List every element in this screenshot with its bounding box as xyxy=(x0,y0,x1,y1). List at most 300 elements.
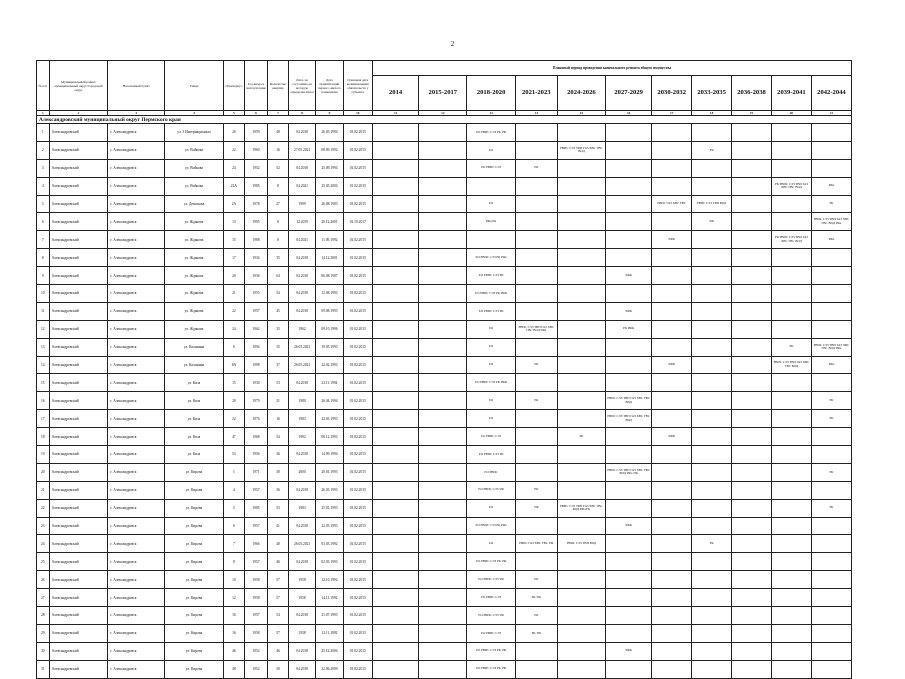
planned-date-cell: 01.02.2015 xyxy=(343,285,372,303)
settlement-cell: г. Александровск xyxy=(108,410,165,428)
municipality-cell: Александровский xyxy=(49,392,108,410)
repair-work-cell xyxy=(771,481,811,499)
repair-work-cell xyxy=(732,302,772,320)
house-cell: 4 xyxy=(223,481,244,499)
date-inspection-cell: 04.2018 xyxy=(288,249,315,267)
repair-work-cell xyxy=(811,267,851,285)
repair-work-cell xyxy=(467,231,515,249)
municipality-cell: Александровский xyxy=(49,481,108,499)
date-privatization-cell: 02.03.1993 xyxy=(316,553,343,571)
date-inspection-cell: 04.2018 xyxy=(288,553,315,571)
repair-work-cell: ЕО РВИС СЭЗ РК УФ xyxy=(467,660,515,678)
date-privatization-cell: 25.01.1993 xyxy=(316,499,343,517)
row-number: 30 xyxy=(37,642,50,660)
repair-work-cell: ЕО xyxy=(467,410,515,428)
house-cell: 17 xyxy=(223,249,244,267)
repair-work-cell xyxy=(372,356,418,374)
repair-work-cell xyxy=(419,177,467,195)
repair-work-cell: ЕО xyxy=(467,195,515,213)
year-built-cell: 1956 xyxy=(244,446,267,464)
repair-work-cell xyxy=(372,141,418,159)
repair-work-cell xyxy=(692,607,732,625)
repair-work-cell xyxy=(652,124,692,142)
row-number: 25 xyxy=(37,553,50,571)
house-cell: 48 xyxy=(223,660,244,678)
repair-work-cell xyxy=(771,642,811,660)
repair-work-cell: РВИС СЭЗ ТВП ГАЗ ХВС ГВС ВОД РФа xyxy=(811,213,851,231)
repair-work-cell xyxy=(515,374,557,392)
table-row xyxy=(37,463,852,481)
row-number: 15 xyxy=(37,374,50,392)
repair-work-cell xyxy=(811,589,851,607)
municipality-cell: Александровский xyxy=(49,338,108,356)
apartments-cell: 27 xyxy=(267,195,288,213)
table-row xyxy=(37,642,852,660)
repair-work-cell xyxy=(771,374,811,392)
row-number: 5 xyxy=(37,195,50,213)
repair-work-cell xyxy=(732,553,772,571)
street-cell: ул. Кирова xyxy=(165,589,224,607)
repair-work-cell xyxy=(606,499,652,517)
repair-work-cell xyxy=(557,607,605,625)
house-cell: 2А xyxy=(223,195,244,213)
repair-work-cell xyxy=(557,571,605,589)
repair-work-cell xyxy=(771,607,811,625)
repair-work-cell: РК УФ xyxy=(515,589,557,607)
repair-work-cell xyxy=(515,642,557,660)
repair-work-cell xyxy=(606,338,652,356)
planned-date-cell: 01.02.2015 xyxy=(343,267,372,285)
planned-date-cell: 01.02.2015 xyxy=(343,517,372,535)
row-number: 14 xyxy=(37,356,50,374)
repair-work-cell xyxy=(515,249,557,267)
repair-work-cell xyxy=(652,481,692,499)
table-body xyxy=(37,111,852,679)
repair-work-cell xyxy=(419,642,467,660)
date-privatization-cell: 25.05.2004 xyxy=(316,177,343,195)
year-built-cell: 1978 xyxy=(244,195,267,213)
repair-work-cell xyxy=(419,517,467,535)
table-row xyxy=(37,481,852,499)
house-cell: 6 xyxy=(223,517,244,535)
settlement-cell: г. Александровск xyxy=(108,660,165,678)
date-inspection-cell: 1962 xyxy=(288,320,315,338)
apartments-cell: 48 xyxy=(267,124,288,142)
house-cell: 26 xyxy=(223,124,244,142)
repair-work-cell xyxy=(771,589,811,607)
repair-work-cell xyxy=(692,428,732,446)
repair-work-cell xyxy=(557,481,605,499)
repair-work-cell xyxy=(419,159,467,177)
repair-work-cell: РВИС СЭЗ ТВП ГАЗ ХВС ГВС ВОД РФа РК xyxy=(557,499,605,517)
street-cell: ул. Жданова xyxy=(165,267,224,285)
street-cell: ул. Киза xyxy=(165,392,224,410)
date-inspection-cell: 04.2021 xyxy=(288,231,315,249)
apartments-cell: 46 xyxy=(267,642,288,660)
repair-work-cell: РФК xyxy=(652,356,692,374)
repair-work-cell xyxy=(771,499,811,517)
row-number: 27 xyxy=(37,589,50,607)
column-index-cell: 14 xyxy=(515,111,557,116)
repair-work-cell xyxy=(557,195,605,213)
repair-work-cell: ЕО xyxy=(467,141,515,159)
apartments-cell: 53 xyxy=(267,374,288,392)
row-number: 9 xyxy=(37,267,50,285)
repair-work-cell: РФа xyxy=(811,356,851,374)
repair-work-cell xyxy=(557,231,605,249)
repair-work-cell xyxy=(652,302,692,320)
repair-work-cell xyxy=(692,249,732,267)
table-row xyxy=(37,356,852,374)
repair-work-cell xyxy=(811,285,851,303)
column-index-cell: 10 xyxy=(343,111,372,116)
date-privatization-cell: 25.09.1994 xyxy=(316,159,343,177)
settlement-cell: г. Александровск xyxy=(108,535,165,553)
repair-work-cell xyxy=(811,535,851,553)
repair-work-cell xyxy=(557,249,605,267)
repair-work-cell xyxy=(771,446,811,464)
page-number: 2 xyxy=(450,40,455,48)
municipality-cell: Александровский xyxy=(49,356,108,374)
repair-work-cell xyxy=(771,320,811,338)
date-inspection-cell: 27.05.2021 xyxy=(288,141,315,159)
region-row xyxy=(37,116,852,124)
repair-work-cell xyxy=(652,607,692,625)
repair-work-cell xyxy=(372,535,418,553)
column-index-cell: 20 xyxy=(771,111,811,116)
street-cell: ул. Жданова xyxy=(165,285,224,303)
apartments-cell: 54 xyxy=(267,428,288,446)
repair-work-cell xyxy=(557,374,605,392)
repair-work-cell xyxy=(692,338,732,356)
repair-work-cell xyxy=(606,571,652,589)
date-inspection-cell: 26.05.2021 xyxy=(288,356,315,374)
repair-work-cell: РК xyxy=(515,356,557,374)
header-year: 2042-2044 xyxy=(811,76,851,111)
repair-work-cell: РК xyxy=(515,159,557,177)
repair-work-cell xyxy=(732,249,772,267)
repair-work-cell xyxy=(692,302,732,320)
repair-work-cell xyxy=(372,124,418,142)
repair-work-cell xyxy=(419,338,467,356)
year-built-cell: 1958 xyxy=(244,571,267,589)
date-privatization-cell: 20.12.2001 xyxy=(316,213,343,231)
header-year: 2030-2032 xyxy=(652,76,692,111)
repair-work-cell xyxy=(419,267,467,285)
repair-work-cell: ЕО РВИС СЭЗ xyxy=(467,624,515,642)
table-row xyxy=(37,177,852,195)
repair-work-cell xyxy=(652,267,692,285)
header-year: 2039-2041 xyxy=(771,76,811,111)
planned-date-cell: 01.02.2015 xyxy=(343,535,372,553)
header-row-1 xyxy=(37,61,852,76)
row-number: 21 xyxy=(37,481,50,499)
date-privatization-cell: 20.01.1993 xyxy=(316,463,343,481)
settlement-cell: г. Александровск xyxy=(108,249,165,267)
column-index-cell: 1 xyxy=(37,111,50,116)
repair-work-cell xyxy=(692,267,732,285)
repair-work-cell xyxy=(515,213,557,231)
repair-work-cell xyxy=(732,285,772,303)
repair-work-cell xyxy=(771,302,811,320)
repair-work-cell xyxy=(606,374,652,392)
repair-work-cell: ЕО РВИС СЭЗ РК УФ xyxy=(467,642,515,660)
settlement-cell: г. Александровск xyxy=(108,446,165,464)
house-cell: 5 xyxy=(223,499,244,517)
repair-work-cell xyxy=(771,159,811,177)
year-built-cell: 1960 xyxy=(244,141,267,159)
date-inspection-cell: 04.2018 xyxy=(288,517,315,535)
repair-work-cell xyxy=(557,213,605,231)
house-cell: 15 xyxy=(223,374,244,392)
municipality-cell: Александровский xyxy=(49,463,108,481)
column-index-cell: 9 xyxy=(316,111,343,116)
house-cell: 22 xyxy=(223,410,244,428)
date-inspection-cell: 1958 xyxy=(288,589,315,607)
year-built-cell: 1957 xyxy=(244,302,267,320)
repair-work-cell xyxy=(372,320,418,338)
date-inspection-cell: 04.2018 xyxy=(288,285,315,303)
repair-work-cell xyxy=(515,338,557,356)
repair-work-cell xyxy=(557,320,605,338)
repair-work-cell xyxy=(419,535,467,553)
repair-work-cell xyxy=(419,141,467,159)
date-inspection-cell: 04.2018 xyxy=(288,302,315,320)
repair-work-cell xyxy=(732,374,772,392)
municipality-cell: Александровский xyxy=(49,446,108,464)
table-row xyxy=(37,231,852,249)
apartments-cell: 54 xyxy=(267,607,288,625)
repair-work-cell: ЕО РВИС СЭЗ xyxy=(467,589,515,607)
apartments-cell: 16 xyxy=(267,410,288,428)
repair-work-cell xyxy=(515,141,557,159)
street-cell: ул. Кирова xyxy=(165,607,224,625)
year-built-cell: 1962 xyxy=(244,320,267,338)
street-cell: ул. Кирова xyxy=(165,553,224,571)
municipality-cell: Александровский xyxy=(49,624,108,642)
repair-work-cell: ЕО xyxy=(467,356,515,374)
date-inspection-cell: 12.2019 xyxy=(288,213,315,231)
repair-work-cell xyxy=(732,446,772,464)
repair-work-cell xyxy=(811,660,851,678)
repair-work-cell xyxy=(606,660,652,678)
repair-work-cell xyxy=(652,338,692,356)
date-inspection-cell: 1958 xyxy=(288,571,315,589)
settlement-cell: г. Александровск xyxy=(108,392,165,410)
repair-work-cell xyxy=(515,428,557,446)
settlement-cell: г. Александровск xyxy=(108,642,165,660)
repair-work-cell: УФ xyxy=(515,499,557,517)
house-cell: 22 xyxy=(223,302,244,320)
house-cell: 21 xyxy=(223,285,244,303)
planned-date-cell: 01.02.2015 xyxy=(343,302,372,320)
repair-work-cell xyxy=(372,267,418,285)
row-number: 10 xyxy=(37,285,50,303)
repair-work-cell xyxy=(692,589,732,607)
apartments-cell: 40 xyxy=(267,535,288,553)
apartments-cell: 53 xyxy=(267,499,288,517)
table-row xyxy=(37,124,852,142)
repair-work-cell xyxy=(652,177,692,195)
settlement-cell: г. Александровск xyxy=(108,141,165,159)
repair-work-cell xyxy=(419,356,467,374)
date-privatization-cell: 26.08.1993 xyxy=(316,195,343,213)
repair-work-cell: РВИС СЭЗ ТВП ВОД xyxy=(557,535,605,553)
repair-work-cell xyxy=(652,446,692,464)
repair-work-cell xyxy=(606,356,652,374)
planned-date-cell: 01.02.2015 xyxy=(343,124,372,142)
row-number: 11 xyxy=(37,302,50,320)
repair-work-cell xyxy=(419,571,467,589)
house-cell: 24 xyxy=(223,320,244,338)
apartments-cell: 54 xyxy=(267,285,288,303)
repair-work-cell xyxy=(372,589,418,607)
settlement-cell: г. Александровск xyxy=(108,338,165,356)
repair-work-cell: РК РВИС СЭЗ ТВП ГАЗ ХВС ГВС ВОД xyxy=(771,177,811,195)
municipality-cell: Александровский xyxy=(49,141,108,159)
repair-work-cell xyxy=(515,231,557,249)
repair-work-cell: РФК xyxy=(606,302,652,320)
year-built-cell: 1936 xyxy=(244,267,267,285)
repair-work-cell xyxy=(732,177,772,195)
date-privatization-cell: 22.02.1993 xyxy=(316,356,343,374)
year-built-cell: 1968 xyxy=(244,428,267,446)
date-inspection-cell: 1980 xyxy=(288,392,315,410)
planned-date-cell: 01.02.2015 xyxy=(343,159,372,177)
date-inspection-cell: 04.2018 xyxy=(288,124,315,142)
repair-work-cell xyxy=(372,392,418,410)
date-inspection-cell: 26.05.2021 xyxy=(288,338,315,356)
repair-work-cell xyxy=(606,249,652,267)
header-planned-date: Плановая дата возникновения обязательств у субъекта xyxy=(343,61,372,111)
repair-work-cell xyxy=(652,463,692,481)
house-cell: 12 xyxy=(223,589,244,607)
repair-work-cell xyxy=(732,159,772,177)
repair-work-cell xyxy=(771,141,811,159)
table-row xyxy=(37,607,852,625)
row-number: 24 xyxy=(37,535,50,553)
municipality-cell: Александровский xyxy=(49,553,108,571)
repair-work-cell xyxy=(419,374,467,392)
repair-work-cell xyxy=(557,446,605,464)
repair-work-cell xyxy=(557,177,605,195)
repair-work-cell xyxy=(692,124,732,142)
repair-work-cell xyxy=(557,124,605,142)
planned-date-cell: 01.02.2015 xyxy=(343,642,372,660)
year-built-cell: 1952 xyxy=(244,642,267,660)
repair-work-cell: РК xyxy=(515,481,557,499)
house-cell: 13 xyxy=(223,213,244,231)
header-year: 2015-2017 xyxy=(419,76,467,111)
repair-work-cell xyxy=(811,428,851,446)
repair-work-cell xyxy=(419,446,467,464)
repair-work-cell xyxy=(652,589,692,607)
repair-work-cell xyxy=(419,428,467,446)
repair-work-cell: ЕО РВИС СЭЗ УФ xyxy=(467,481,515,499)
repair-work-cell: ЕО РВИС СЭЗ РК xyxy=(467,302,515,320)
date-privatization-cell: 26.03.1993 xyxy=(316,481,343,499)
year-built-cell: 1958 xyxy=(244,589,267,607)
repair-work-cell xyxy=(692,356,732,374)
date-privatization-cell: 22.06.2009 xyxy=(316,660,343,678)
house-cell: 1 xyxy=(223,463,244,481)
repair-work-cell: РК xyxy=(515,571,557,589)
repair-work-cell xyxy=(652,392,692,410)
year-built-cell: 1985 xyxy=(244,499,267,517)
house-cell: 47 xyxy=(223,428,244,446)
street-cell: ул. Киза xyxy=(165,428,224,446)
year-built-cell: 1985 xyxy=(244,177,267,195)
settlement-cell: г. Александровск xyxy=(108,374,165,392)
repair-work-cell xyxy=(732,213,772,231)
date-inspection-cell: 1958 xyxy=(288,624,315,642)
planned-date-cell: 01.02.2015 xyxy=(343,499,372,517)
table-row xyxy=(37,267,852,285)
table-row xyxy=(37,589,852,607)
repair-work-cell xyxy=(606,535,652,553)
table-row xyxy=(37,159,852,177)
repair-work-cell xyxy=(419,249,467,267)
table-row xyxy=(37,374,852,392)
settlement-cell: г. Александровск xyxy=(108,267,165,285)
year-built-cell: 1957 xyxy=(244,517,267,535)
repair-work-cell xyxy=(811,571,851,589)
repair-work-cell xyxy=(692,159,732,177)
repair-work-cell xyxy=(515,285,557,303)
repair-work-cell xyxy=(732,141,772,159)
repair-work-cell: ЕО РВИС СЭЗ РК РФК xyxy=(467,285,515,303)
street-cell: ул. 3 Интернационала xyxy=(165,124,224,142)
year-built-cell: 1995 xyxy=(244,213,267,231)
repair-work-cell xyxy=(652,571,692,589)
table-row xyxy=(37,302,852,320)
repair-work-cell xyxy=(606,446,652,464)
repair-work-cell xyxy=(692,571,732,589)
street-cell: ул. Жданова xyxy=(165,213,224,231)
settlement-cell: г. Александровск xyxy=(108,571,165,589)
date-inspection-cell: 04.2018 xyxy=(288,607,315,625)
repair-work-cell: ЕО РВИС СЭЗ РК РФа xyxy=(467,517,515,535)
row-number: 4 xyxy=(37,177,50,195)
municipality-cell: Александровский xyxy=(49,267,108,285)
repair-work-cell xyxy=(372,553,418,571)
repair-work-cell xyxy=(692,517,732,535)
table-row xyxy=(37,392,852,410)
repair-work-cell xyxy=(732,124,772,142)
date-privatization-cell: 14.12.2001 xyxy=(316,249,343,267)
municipality-cell: Александровский xyxy=(49,589,108,607)
repair-work-cell xyxy=(811,159,851,177)
apartments-cell: 8 xyxy=(267,231,288,249)
repair-work-cell: ЕО РВИС СЭЗ РК РФК xyxy=(467,374,515,392)
repair-work-cell xyxy=(606,553,652,571)
table-row xyxy=(37,410,852,428)
repair-work-cell xyxy=(771,249,811,267)
repair-work-cell xyxy=(652,517,692,535)
repair-work-cell xyxy=(372,177,418,195)
table-row xyxy=(37,428,852,446)
repair-work-cell xyxy=(652,213,692,231)
municipality-cell: Александровский xyxy=(49,607,108,625)
repair-work-cell xyxy=(732,463,772,481)
date-inspection-cell: 1992 xyxy=(288,428,315,446)
row-number: 12 xyxy=(37,320,50,338)
planned-date-cell: 01.10.2017 xyxy=(343,213,372,231)
repair-work-cell xyxy=(372,446,418,464)
house-cell: 20 xyxy=(223,267,244,285)
date-inspection-cell: 1983 xyxy=(288,410,315,428)
settlement-cell: г. Александровск xyxy=(108,302,165,320)
